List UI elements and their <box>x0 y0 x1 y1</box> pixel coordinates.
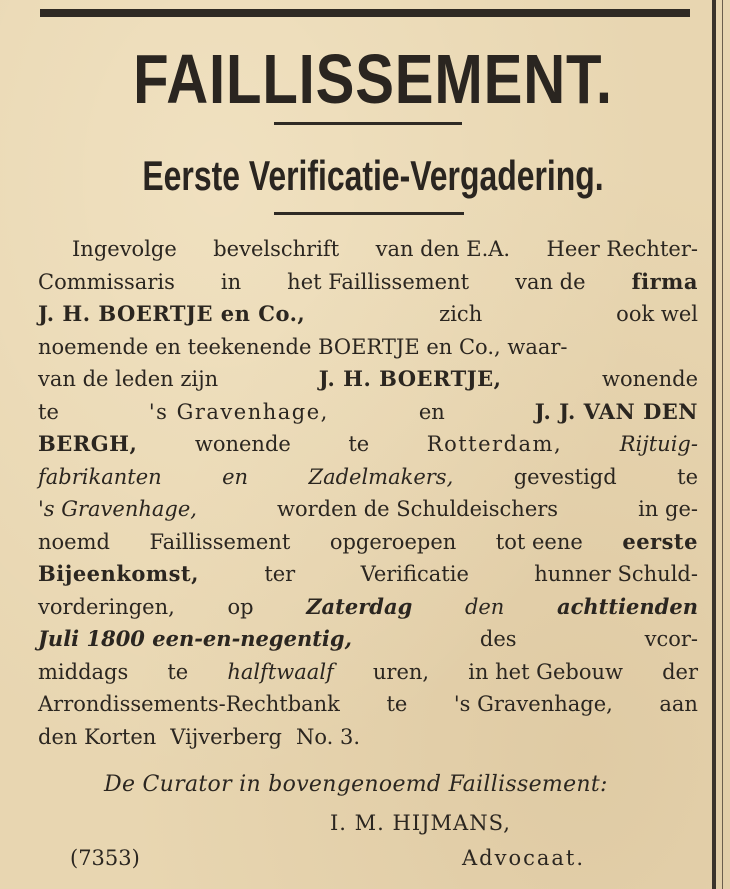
body-line <box>38 461 698 494</box>
body-text: 's Gravenhage, <box>453 692 613 716</box>
notice-title: FAILLISSEMENT. <box>133 40 613 118</box>
body-text: van de <box>515 269 586 294</box>
top-border-rule <box>40 9 690 17</box>
body-text: tot eene <box>495 529 583 554</box>
trade-text: fabrikanten <box>38 464 162 489</box>
body-text: te <box>386 692 408 716</box>
meeting-date: den <box>464 594 505 619</box>
body-line <box>38 656 698 689</box>
body-text: in het Gebouw <box>468 659 623 684</box>
member-name: J. H. BOERTJE, <box>318 366 502 391</box>
body-text: hunner Schuld- <box>534 562 698 586</box>
body-line <box>38 526 698 559</box>
trade-text: en <box>222 464 249 489</box>
body-text: te <box>167 659 189 684</box>
body-text: van de leden zijn <box>38 367 219 391</box>
body-text: middags <box>38 659 129 684</box>
body-text: gevestigd <box>513 464 617 489</box>
body-line <box>38 233 698 266</box>
body-text: in ge- <box>638 497 698 521</box>
place-name: Rotterdam, <box>426 432 563 456</box>
signatory-role: Advocaat. <box>462 846 586 870</box>
body-text: Faillissement <box>149 529 291 554</box>
body-line <box>38 266 698 299</box>
body-text: Heer Rechter- <box>546 237 698 261</box>
body-text: het Faillissement <box>287 269 470 294</box>
body-text: noemende en teekenende BOERTJE en Co., waar- <box>38 334 568 359</box>
body-text: vorderingen, <box>38 594 175 619</box>
body-text: ook wel <box>616 302 698 326</box>
body-line <box>38 493 698 526</box>
body-text: uren, <box>372 659 430 684</box>
body-text: aan <box>659 692 698 716</box>
place-name: 's Gravenhage, <box>38 497 197 521</box>
meeting-label: Bijeenkomst, <box>38 561 199 586</box>
firm-label: firma <box>631 268 698 294</box>
body-text: No. 3. <box>296 724 361 749</box>
curator-line: De Curator in bovengenoemd Faillissement: <box>104 772 608 797</box>
body-line <box>38 298 698 331</box>
body-text: zich <box>439 302 483 326</box>
signatory-name: I. M. HIJMANS, <box>330 811 511 835</box>
body-text: wonende <box>602 367 698 391</box>
body-text: op <box>227 594 254 619</box>
place-name: 's Gravenhage, <box>148 399 329 424</box>
body-text: Vijverberg <box>170 724 282 749</box>
body-text: te <box>348 432 370 456</box>
body-text: noemd <box>38 529 110 554</box>
right-column-rule <box>712 0 716 889</box>
body-text: te <box>677 464 698 489</box>
body-line <box>38 396 698 429</box>
body-line <box>38 331 698 364</box>
meeting-label: eerste <box>622 528 698 554</box>
body-line <box>38 558 698 591</box>
title-divider <box>274 122 462 125</box>
body-text: in <box>220 269 242 294</box>
body-text: den Korten <box>38 724 157 749</box>
body-text: Commissaris <box>38 269 175 294</box>
body-text: wonende <box>194 432 291 456</box>
meeting-date: achttienden <box>557 593 698 619</box>
right-column-rule-thin <box>722 0 723 889</box>
notice-subtitle: Eerste Verificatie-Vergadering. <box>142 152 604 199</box>
body-line <box>38 623 698 656</box>
meeting-time: halftwaalf <box>227 659 334 684</box>
body-text: des <box>479 627 517 651</box>
body-text: bevelschrift <box>213 237 340 261</box>
meeting-date: Juli 1800 een-en-negentig, <box>38 626 352 651</box>
body-text: Verificatie <box>360 562 469 586</box>
member-name: J. J. VAN DEN <box>534 398 698 424</box>
meeting-date: Zaterdag <box>306 593 413 619</box>
reference-number: (7353) <box>70 846 140 870</box>
body-line <box>38 688 698 721</box>
subtitle-divider <box>274 212 464 215</box>
body-text: vcor- <box>644 627 698 651</box>
body-text: ter <box>264 562 296 586</box>
member-name: BERGH, <box>38 431 138 456</box>
body-line <box>38 363 698 396</box>
body-text: te <box>38 399 59 424</box>
body-text: van den E.A. <box>375 237 511 261</box>
body-text: der <box>662 659 698 684</box>
notice-body <box>38 233 698 753</box>
body-text: worden de Schuldeischers <box>276 497 559 521</box>
body-line <box>38 721 698 754</box>
body-line <box>38 591 698 624</box>
body-text: opgeroepen <box>329 529 457 554</box>
body-text: Ingevolge <box>72 237 177 261</box>
body-text: Arrondissements-Rechtbank <box>38 692 340 716</box>
firm-name: J. H. BOERTJE en Co., <box>38 301 306 326</box>
trade-text: Rijtuig- <box>619 432 698 456</box>
body-text: en <box>418 399 445 424</box>
trade-text: Zadelmakers, <box>308 464 454 489</box>
body-line <box>38 428 698 461</box>
